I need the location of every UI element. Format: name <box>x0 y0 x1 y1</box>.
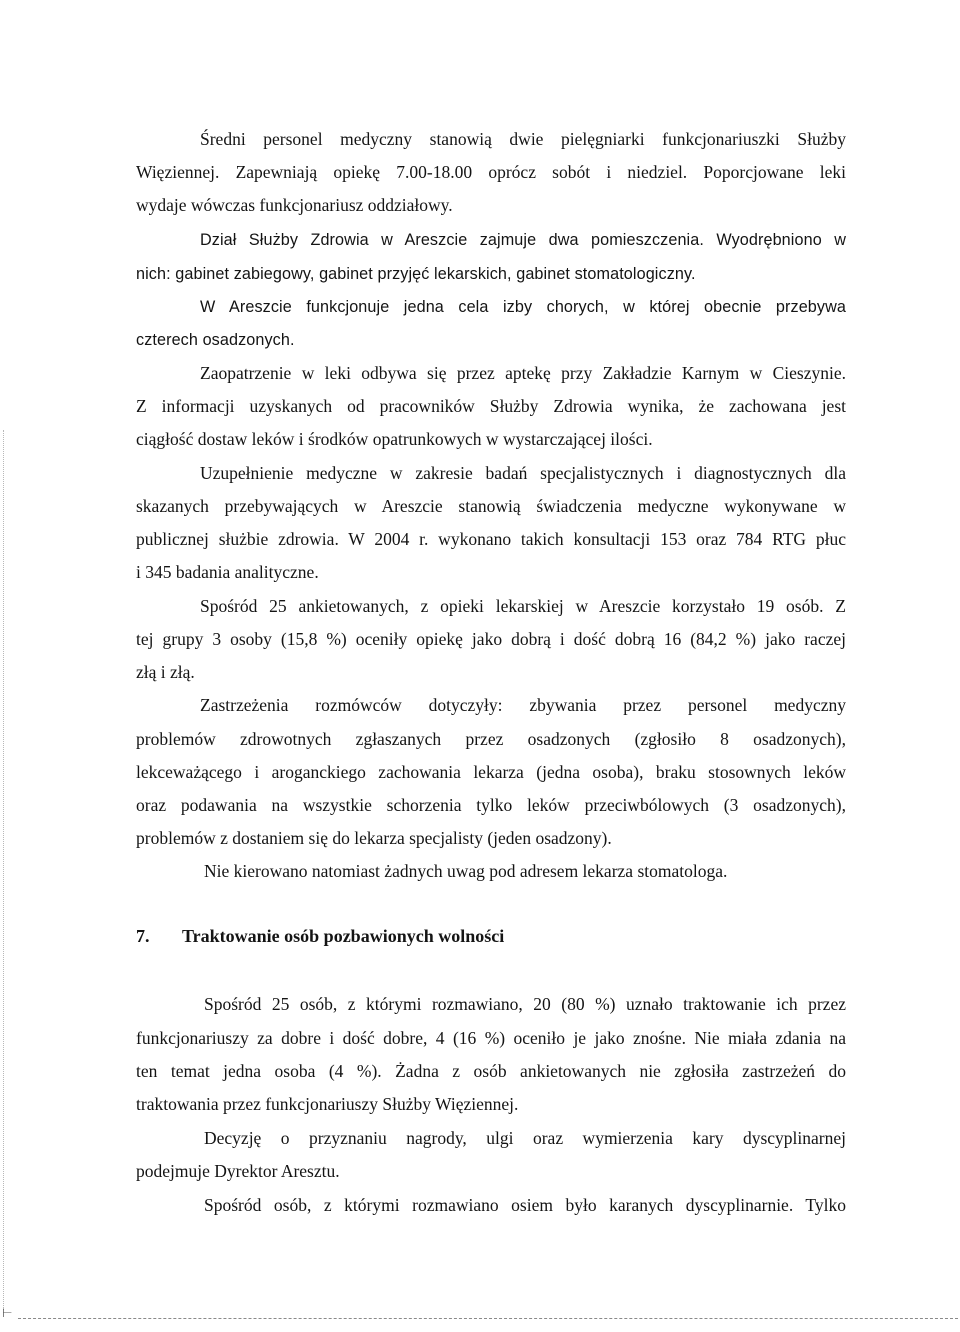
section-number: 7. <box>136 926 150 946</box>
text-line: Średni personel medyczny stanowią dwie pielęgniarki funkcjonariuszki Służby <box>200 129 846 149</box>
scan-corner-mark: ⊢ <box>2 1306 13 1320</box>
text-line: Więziennej. Zapewniają opiekę 7.00-18.00 oprócz sobót i niedziel. Poporcjowane leki <box>136 162 846 182</box>
text-line: Spośród 25 osób, z którymi rozmawiano, 20 (80 %) uznało traktowanie ich przez <box>204 994 846 1014</box>
text-line: czterech osadzonych. <box>136 331 295 349</box>
text-line: Decyzję o przyznaniu nagrody, ulgi oraz wymierzenia kary dyscyplinarnej <box>204 1128 846 1148</box>
text-line: wydaje wówczas funkcjonariusz oddziałowy. <box>136 195 453 215</box>
text-line: Zaopatrzenie w leki odbywa się przez aptekę przy Zakładzie Karnym w Cieszynie. <box>200 363 846 383</box>
text-line: lekceważącego i aroganckiego zachowania lekarza (jedna osoba), braku stosownych leków <box>136 762 846 782</box>
page-bottom-rule <box>18 1318 958 1319</box>
text-line: tej grupy 3 osoby (15,8 %) oceniły opiekę jako dobrą i dość dobrą 16 (84,2 %) jako raczej <box>136 629 846 649</box>
text-line: skazanych przebywających w Areszcie stanowią świadczenia medyczne wykonywane w <box>136 496 846 516</box>
text-line: Zastrzeżenia rozmówców dotyczyły: zbywania przez personel medyczny <box>200 695 846 715</box>
text-line: traktowania przez funkcjonariuszy Służby Więziennej. <box>136 1094 519 1114</box>
text-line: Dział Służby Zdrowia w Areszcie zajmuje dwa pomieszczenia. Wyodrębniono w <box>200 231 846 249</box>
section-title: Traktowanie osób pozbawionych wolności <box>182 926 505 946</box>
text-line: W Areszcie funkcjonuje jedna cela izby chorych, w której obecnie przebywa <box>200 298 846 316</box>
text-line: funkcjonariuszy za dobre i dość dobre, 4 (16 %) oceniło je jako znośne. Nie miała zdania na <box>136 1028 846 1048</box>
text-line: złą i złą. <box>136 662 195 682</box>
text-line: problemów z dostaniem się do lekarza specjalisty (jeden osadzony). <box>136 828 612 848</box>
section-heading <box>136 926 504 947</box>
text-line: Nie kierowano natomiast żadnych uwag pod adresem lekarza stomatologa. <box>204 861 728 881</box>
text-line: podejmuje Dyrektor Aresztu. <box>136 1161 340 1181</box>
text-line: ten temat jedna osoba (4 %). Żadna z osób ankietowanych nie zgłosiła zastrzeżeń do <box>136 1061 846 1081</box>
scan-margin-dots <box>3 430 5 1310</box>
text-line: Spośród 25 ankietowanych, z opieki lekarskiej w Areszcie korzystało 19 osób. Z <box>200 596 846 616</box>
text-line: publicznej służbie zdrowia. W 2004 r. wykonano takich konsultacji 153 oraz 784 RTG płuc <box>136 529 846 549</box>
text-line: ciągłość dostaw leków i środków opatrunkowych w wystarczającej ilości. <box>136 429 653 449</box>
text-line: nich: gabinet zabiegowy, gabinet przyjęć lekarskich, gabinet stomatologiczny. <box>136 265 696 283</box>
text-line: Uzupełnienie medyczne w zakresie badań specjalistycznych i diagnostycznych dla <box>200 463 846 483</box>
text-line: oraz podawania na wszystkie schorzenia tylko leków przeciwbólowych (3 osadzonych), <box>136 795 846 815</box>
text-line: Spośród osób, z którymi rozmawiano osiem było karanych dyscyplinarnie. Tylko <box>204 1195 846 1215</box>
text-line: Z informacji uzyskanych od pracowników Służby Zdrowia wynika, że zachowana jest <box>136 396 846 416</box>
text-line: problemów zdrowotnych zgłaszanych przez osadzonych (zgłosiło 8 osadzonych), <box>136 729 846 749</box>
text-line: i 345 badania analityczne. <box>136 562 319 582</box>
